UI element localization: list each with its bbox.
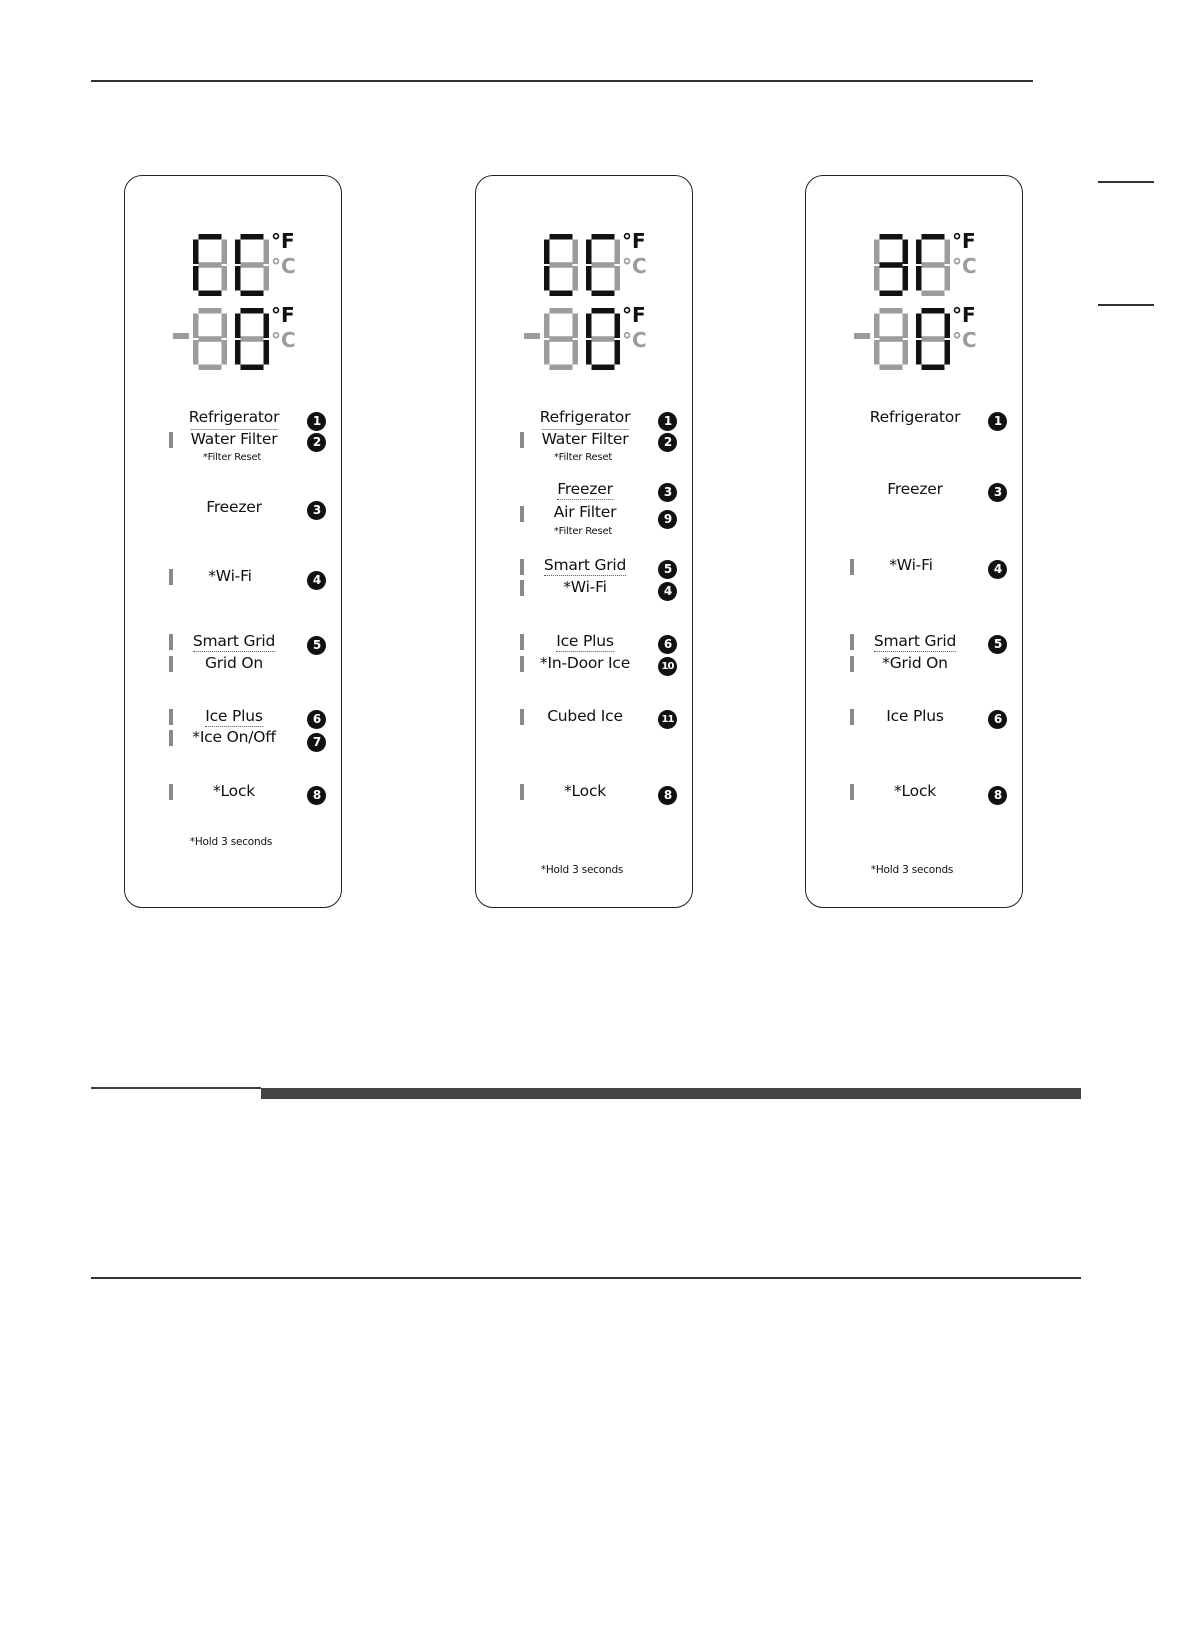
label-lock[interactable]: *Lock [893, 782, 937, 800]
segment-d [880, 291, 903, 297]
segment-d [922, 365, 945, 371]
number-badge-1: 1 [658, 412, 677, 431]
segment-e [235, 340, 241, 365]
label-smart-grid[interactable]: Smart Grid [873, 632, 957, 650]
segment-f [586, 314, 592, 339]
segment-g [199, 336, 222, 342]
number-badge-8: 8 [307, 786, 326, 805]
segment-c [573, 266, 579, 291]
segment-f [235, 314, 241, 339]
segment-c [264, 266, 270, 291]
fahrenheit-unit: °F [622, 229, 646, 253]
indicator-water-filter [520, 432, 524, 448]
segment-c [264, 340, 270, 365]
control-panel-3 [805, 175, 1023, 908]
segment-f [193, 240, 199, 265]
segment-b [264, 240, 270, 265]
segment-d [241, 291, 264, 297]
segment-f [916, 314, 922, 339]
segment-b [945, 240, 951, 265]
number-badge-4: 4 [658, 582, 677, 601]
segment-c [615, 266, 621, 291]
celsius-unit: °C [271, 254, 296, 278]
number-badge-6: 6 [307, 710, 326, 729]
label-smart-grid[interactable]: Smart Grid [543, 556, 627, 574]
label-lock[interactable]: *Lock [212, 782, 256, 800]
number-badge-1: 1 [307, 412, 326, 431]
indicator-wifi [520, 580, 524, 596]
label-wifi[interactable]: *Wi-Fi [889, 556, 933, 574]
segment-b [903, 314, 909, 339]
number-badge-7: 7 [307, 733, 326, 752]
number-badge-4: 4 [307, 571, 326, 590]
bottom-rule [91, 1277, 1081, 1279]
indicator-wifi [850, 559, 854, 575]
segment-d [880, 365, 903, 371]
segment-g [199, 262, 222, 268]
number-badge-8: 8 [658, 786, 677, 805]
indicator-air-filter [520, 506, 524, 522]
fahrenheit-unit: °F [271, 229, 295, 253]
celsius-unit: °C [952, 328, 977, 352]
indicator-in-door-ice [520, 656, 524, 672]
segment-g [880, 336, 903, 342]
segment-b [903, 240, 909, 265]
segment-g [550, 262, 573, 268]
number-badge-3: 3 [658, 483, 677, 502]
hold-note: *Hold 3 seconds [540, 864, 624, 876]
label-refrigerator[interactable]: Refrigerator [869, 408, 961, 426]
section-bar [261, 1088, 1081, 1099]
segment-f [193, 314, 199, 339]
number-badge-10: 10 [658, 657, 677, 676]
number-badge-3: 3 [307, 501, 326, 520]
segment-b [945, 314, 951, 339]
segment-c [903, 340, 909, 365]
label-water-filter[interactable]: Water Filter [541, 430, 629, 448]
label-grid-on: *Grid On [882, 654, 948, 672]
number-badge-4: 4 [988, 560, 1007, 579]
number-badge-9: 9 [658, 510, 677, 529]
indicator-ice-on-off [169, 730, 173, 746]
segment-c [903, 266, 909, 291]
segment-c [222, 266, 228, 291]
segment-b [615, 240, 621, 265]
minus-segment [854, 333, 870, 339]
segment-d [550, 365, 573, 371]
section-rule-thin [91, 1087, 261, 1089]
segment-a [880, 234, 903, 240]
celsius-unit: °C [622, 328, 647, 352]
segment-e [235, 266, 241, 291]
segment-d [199, 291, 222, 297]
minus-segment [524, 333, 540, 339]
label-freezer[interactable]: Freezer [557, 480, 613, 498]
segment-f [874, 240, 880, 265]
segment-a [592, 234, 615, 240]
indicator-smart-grid [850, 634, 854, 650]
segment-d [592, 365, 615, 371]
segment-f [544, 314, 550, 339]
segment-c [573, 340, 579, 365]
segment-a [241, 234, 264, 240]
label-freezer[interactable]: Freezer [206, 498, 262, 516]
number-badge-11: 11 [658, 710, 677, 729]
indicator-wifi [169, 569, 173, 585]
label-wifi[interactable]: *Wi-Fi [208, 567, 252, 585]
celsius-unit: °C [622, 254, 647, 278]
segment-g [550, 336, 573, 342]
segment-b [222, 314, 228, 339]
segment-a [922, 308, 945, 314]
segment-g [241, 336, 264, 342]
label-smart-grid[interactable]: Smart Grid [192, 632, 276, 650]
segment-f [874, 314, 880, 339]
label-refrigerator: Refrigerator [539, 408, 631, 426]
indicator-smart-grid [169, 634, 173, 650]
segment-e [916, 340, 922, 365]
number-badge-3: 3 [988, 483, 1007, 502]
fahrenheit-unit: °F [271, 303, 295, 327]
segment-g [880, 262, 903, 268]
number-badge-5: 5 [658, 560, 677, 579]
segment-d [592, 291, 615, 297]
segment-e [874, 340, 880, 365]
celsius-unit: °C [271, 328, 296, 352]
number-badge-1: 1 [988, 412, 1007, 431]
temperature-display [476, 176, 694, 376]
label-in-door-ice: *In-Door Ice [539, 654, 631, 672]
segment-a [922, 234, 945, 240]
segment-e [916, 266, 922, 291]
label-refrigerator: Refrigerator [188, 408, 280, 426]
number-badge-8: 8 [988, 786, 1007, 805]
indicator-grid-on [169, 656, 173, 672]
number-badge-2: 2 [307, 433, 326, 452]
segment-g [241, 262, 264, 268]
segment-e [193, 266, 199, 291]
segment-e [544, 340, 550, 365]
indicator-grid-on [850, 656, 854, 672]
fahrenheit-unit: °F [952, 303, 976, 327]
segment-a [241, 308, 264, 314]
celsius-unit: °C [952, 254, 977, 278]
control-panel-2 [475, 175, 693, 908]
label-water-filter[interactable]: Water Filter [190, 430, 278, 448]
indicator-cubed-ice [520, 709, 524, 725]
segment-f [916, 240, 922, 265]
number-badge-6: 6 [988, 710, 1007, 729]
segment-b [573, 240, 579, 265]
indicator-ice-plus [850, 709, 854, 725]
segment-e [586, 340, 592, 365]
segment-g [922, 336, 945, 342]
minus-segment [173, 333, 189, 339]
segment-d [922, 291, 945, 297]
indicator-lock [169, 784, 173, 800]
segment-f [235, 240, 241, 265]
side-tab-rule-top [1098, 181, 1154, 183]
label-freezer[interactable]: Freezer [887, 480, 943, 498]
fahrenheit-unit: °F [952, 229, 976, 253]
segment-b [264, 314, 270, 339]
segment-c [222, 340, 228, 365]
top-rule [91, 80, 1033, 82]
hold-note: *Hold 3 seconds [189, 836, 273, 848]
temperature-display [806, 176, 1024, 376]
segment-e [874, 266, 880, 291]
label-filter-reset: *Filter Reset [202, 452, 262, 463]
segment-a [592, 308, 615, 314]
segment-e [193, 340, 199, 365]
side-tab-rule-bottom [1098, 304, 1154, 306]
label-ice-plus[interactable]: Ice Plus [205, 707, 263, 725]
label-ice-on-off: *Ice On/Off [192, 728, 276, 746]
label-ice-plus[interactable]: Ice Plus [556, 632, 614, 650]
segment-g [922, 262, 945, 268]
segment-f [544, 240, 550, 265]
segment-a [550, 234, 573, 240]
indicator-lock [520, 784, 524, 800]
fahrenheit-unit: °F [622, 303, 646, 327]
label-wifi: *Wi-Fi [563, 578, 607, 596]
segment-g [592, 262, 615, 268]
number-badge-6: 6 [658, 635, 677, 654]
segment-a [199, 234, 222, 240]
segment-g [592, 336, 615, 342]
number-badge-5: 5 [307, 636, 326, 655]
label-cubed-ice[interactable]: Cubed Ice [547, 707, 623, 725]
segment-b [615, 314, 621, 339]
segment-d [550, 291, 573, 297]
label-filter-reset: *Filter Reset [553, 452, 613, 463]
segment-a [880, 308, 903, 314]
indicator-ice-plus [520, 634, 524, 650]
temperature-display [125, 176, 343, 376]
segment-f [586, 240, 592, 265]
segment-b [573, 314, 579, 339]
number-badge-2: 2 [658, 433, 677, 452]
control-panel-1 [124, 175, 342, 908]
label-filter-reset-air: *Filter Reset [553, 526, 613, 537]
segment-e [544, 266, 550, 291]
segment-d [199, 365, 222, 371]
segment-c [945, 266, 951, 291]
label-air-filter: Air Filter [553, 503, 617, 521]
hold-note: *Hold 3 seconds [870, 864, 954, 876]
segment-b [222, 240, 228, 265]
indicator-water-filter [169, 432, 173, 448]
indicator-smart-grid [520, 559, 524, 575]
segment-a [199, 308, 222, 314]
indicator-ice-plus [169, 709, 173, 725]
label-lock[interactable]: *Lock [563, 782, 607, 800]
label-ice-plus[interactable]: Ice Plus [886, 707, 944, 725]
segment-a [550, 308, 573, 314]
label-grid-on: Grid On [204, 654, 264, 672]
indicator-lock [850, 784, 854, 800]
number-badge-5: 5 [988, 635, 1007, 654]
segment-c [945, 340, 951, 365]
segment-e [586, 266, 592, 291]
segment-d [241, 365, 264, 371]
segment-c [615, 340, 621, 365]
